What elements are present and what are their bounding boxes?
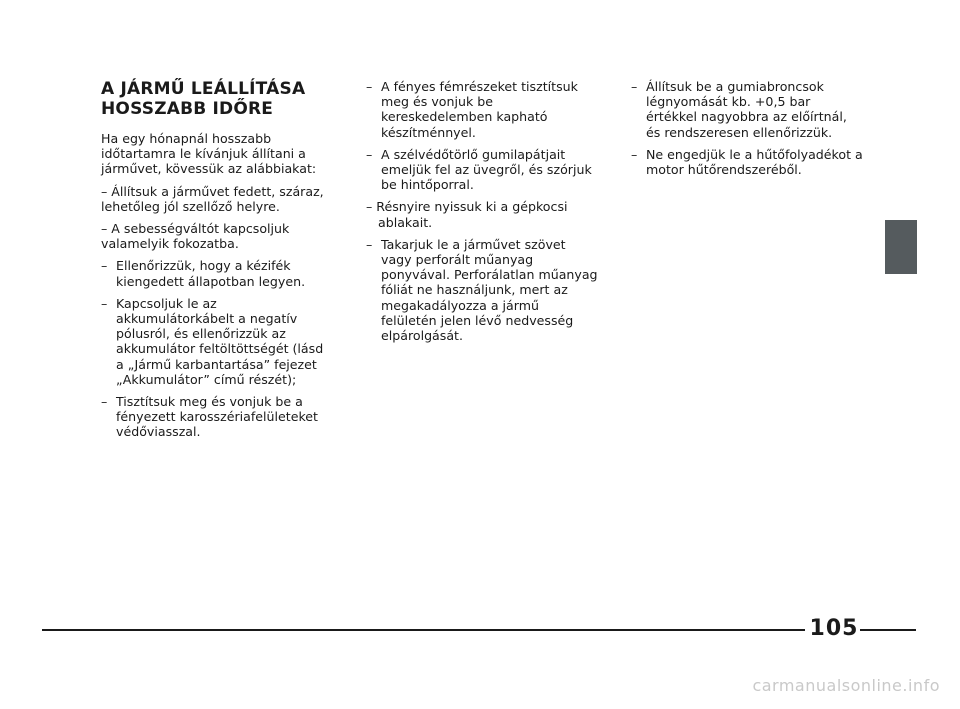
list-item-text: Tisztítsuk meg és vonjuk be a fényezett karosszériafelületeket védőviasszal. xyxy=(116,394,318,440)
dash-marker: – xyxy=(366,146,373,162)
plain-item: – A sebességváltót kapcsoljuk valamelyik fokozatba. xyxy=(101,221,290,252)
dash-marker: – xyxy=(101,258,108,274)
list-item xyxy=(366,147,598,193)
list-item-text: A fényes fémrészeket tisztítsuk meg és vonjuk be kereskedelemben kapható készítménnyel. xyxy=(381,79,578,140)
column-1 xyxy=(101,79,333,447)
list-item xyxy=(101,296,333,387)
list-item-text: A szélvédőtörlő gumilapátjait emeljük fel az üvegről, és szórjuk be hintőporral. xyxy=(381,146,592,193)
list-item xyxy=(631,147,863,177)
dash-marker: – xyxy=(366,79,373,94)
dash-marker: – xyxy=(101,295,108,311)
heading-line-2: HOSSZABB IDŐRE xyxy=(101,99,274,119)
plain-item: – Állítsuk a járművet fedett, száraz, lehetőleg jól szellőző helyre. xyxy=(101,183,324,214)
list-item xyxy=(101,394,333,440)
list-item-text: Állítsuk be a gumiabroncsok légnyomását kb. +0,5 bar értékkel nagyobbra az előírtnál, és rendszeresen ellenőrizzük. xyxy=(646,79,847,140)
dash-marker: – xyxy=(101,394,108,410)
column-2 xyxy=(366,79,598,350)
dash-marker: – xyxy=(366,236,373,252)
footer-rule-left xyxy=(42,629,805,631)
page-number: 105 xyxy=(809,616,859,641)
list-item-text: Ellenőrizzük, hogy a kézifék kiengedett állapotban legyen. xyxy=(116,258,306,289)
column-3 xyxy=(631,79,863,184)
list-item-text: Kapcsoljuk le az akkumulátorkábelt a negatív pólusról, és ellenőrizzük az akkumulátor feltöltöttségét (lásd a „Jármű karbantartása” fejezet „Akkumulátor” című részét); xyxy=(116,295,324,387)
plain-item: – Résnyire nyissuk ki a gépkocsi ablakait. xyxy=(366,199,568,230)
list-item xyxy=(366,237,598,343)
intro-paragraph: Ha egy hónapnál hosszabb időtartamra le kívánjuk állítani a járművet, kövessük az alábbiakat: xyxy=(101,131,317,177)
dash-marker: – xyxy=(631,146,638,162)
list-item-text: Takarjuk le a járművet szövet vagy perforált műanyag ponyvával. Perforálatlan műanyag fóliát ne használjunk, mert az megakadályozza a jármű felületén jelen lévő nedvesség elpárolgását. xyxy=(381,236,598,344)
dash-marker: – xyxy=(631,79,638,94)
footer-rule-right xyxy=(860,629,916,631)
watermark: carmanualsonline.info xyxy=(752,676,940,695)
list-item-text: Ne engedjük le a hűtőfolyadékot a motor hűtőrendszeréből. xyxy=(646,146,863,178)
chapter-tab-marker xyxy=(885,220,917,274)
list-item xyxy=(366,79,598,140)
list-item xyxy=(101,258,333,288)
section-heading xyxy=(101,79,333,119)
list-item xyxy=(631,79,863,140)
heading-line-1: A JÁRMŰ LEÁLLÍTÁSA xyxy=(101,79,306,99)
